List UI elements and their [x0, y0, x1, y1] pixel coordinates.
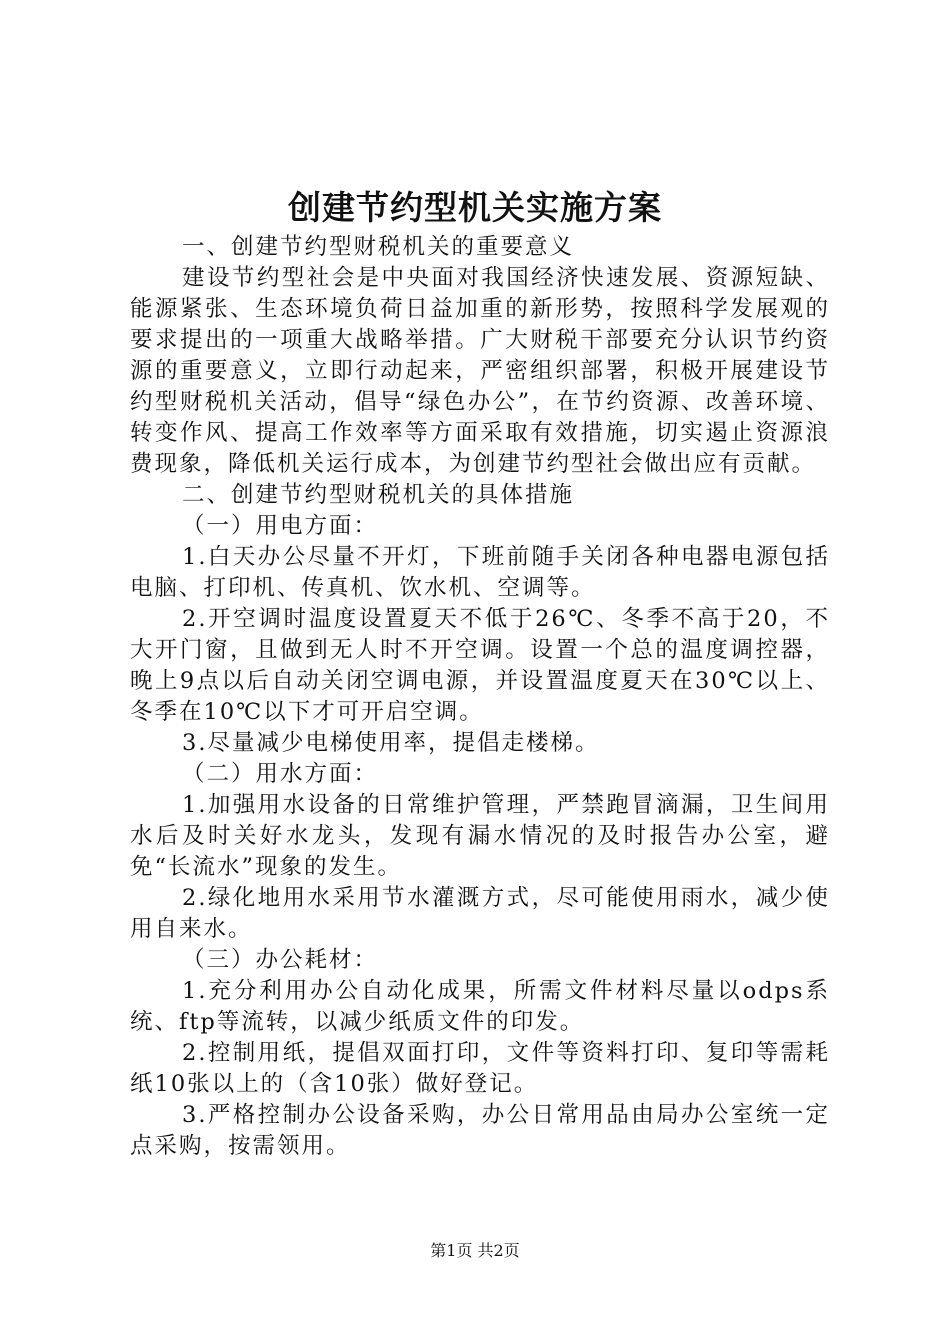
section-heading-2: 二、创建节约型财税机关的具体措施 — [182, 482, 575, 508]
item-water-2: 2.绿化地用水采用节水灌溉方式，尽可能使用雨水，减少使用自来水。 — [130, 885, 830, 942]
item-electricity-1: 1.白天办公尽量不开灯，下班前随手关闭各种电器电源包括电脑、打印机、传真机、饮水机、空调等。 — [130, 544, 830, 601]
item-supplies-3: 3.严格控制办公设备采购，办公日常用品由局办公室统一定点采购，按需领用。 — [130, 1102, 830, 1159]
item-supplies-2: 2.控制用纸，提倡双面打印，文件等资料打印、复印等需耗纸10张以上的（含10张）做好登记。 — [130, 1040, 830, 1097]
item-water-1: 1.加强用水设备的日常维护管理，严禁跑冒滴漏，卫生间用水后及时关好水龙头，发现有漏水情况的及时报告办公室，避免“长流水”现象的发生。 — [130, 792, 830, 880]
item-electricity-2: 2.开空调时温度设置夏天不低于26℃、冬季不高于20，不大开门窗，且做到无人时不开空调。设置一个总的温度调控器，晚上9点以后自动关闭空调电源，并设置温度夏天在30℃以上、冬季在10℃以下才可开启空调。 — [130, 606, 830, 725]
subsection-electricity: （一）用电方面： — [182, 513, 379, 539]
paragraph-significance: 建设节约型社会是中央面对我国经济快速发展、资源短缺、能源紧张、生态环境负荷日益加重的新形势，按照科学发展观的要求提出的一项重大战略举措。广大财税干部要充分认识节约资源的重要意义，立即行动起来，严密组织部署，积极开展建设节约型财税机关活动，倡导“绿色办公”，在节约资源、改善环境、转变作风、提高工作效率等方面采取有效措施，切实遏止资源浪费现象，降低机关运行成本，为创建节约型社会做出应有贡献。 — [130, 265, 830, 477]
item-electricity-3: 3.尽量减少电梯使用率，提倡走楼梯。 — [182, 730, 600, 756]
subsection-supplies: （三）办公耗材： — [182, 947, 379, 973]
document-title: 创建节约型机关实施方案 — [288, 188, 662, 227]
item-supplies-1: 1.充分利用办公自动化成果，所需文件材料尽量以odps系统、ftp等流转，以减少纸质文件的印发。 — [130, 978, 830, 1035]
section-heading-1: 一、创建节约型财税机关的重要意义 — [182, 234, 575, 260]
subsection-water: （二）用水方面： — [182, 761, 379, 787]
document-body — [130, 232, 830, 1162]
page-footer: 第1页 共2页 — [430, 1241, 520, 1260]
